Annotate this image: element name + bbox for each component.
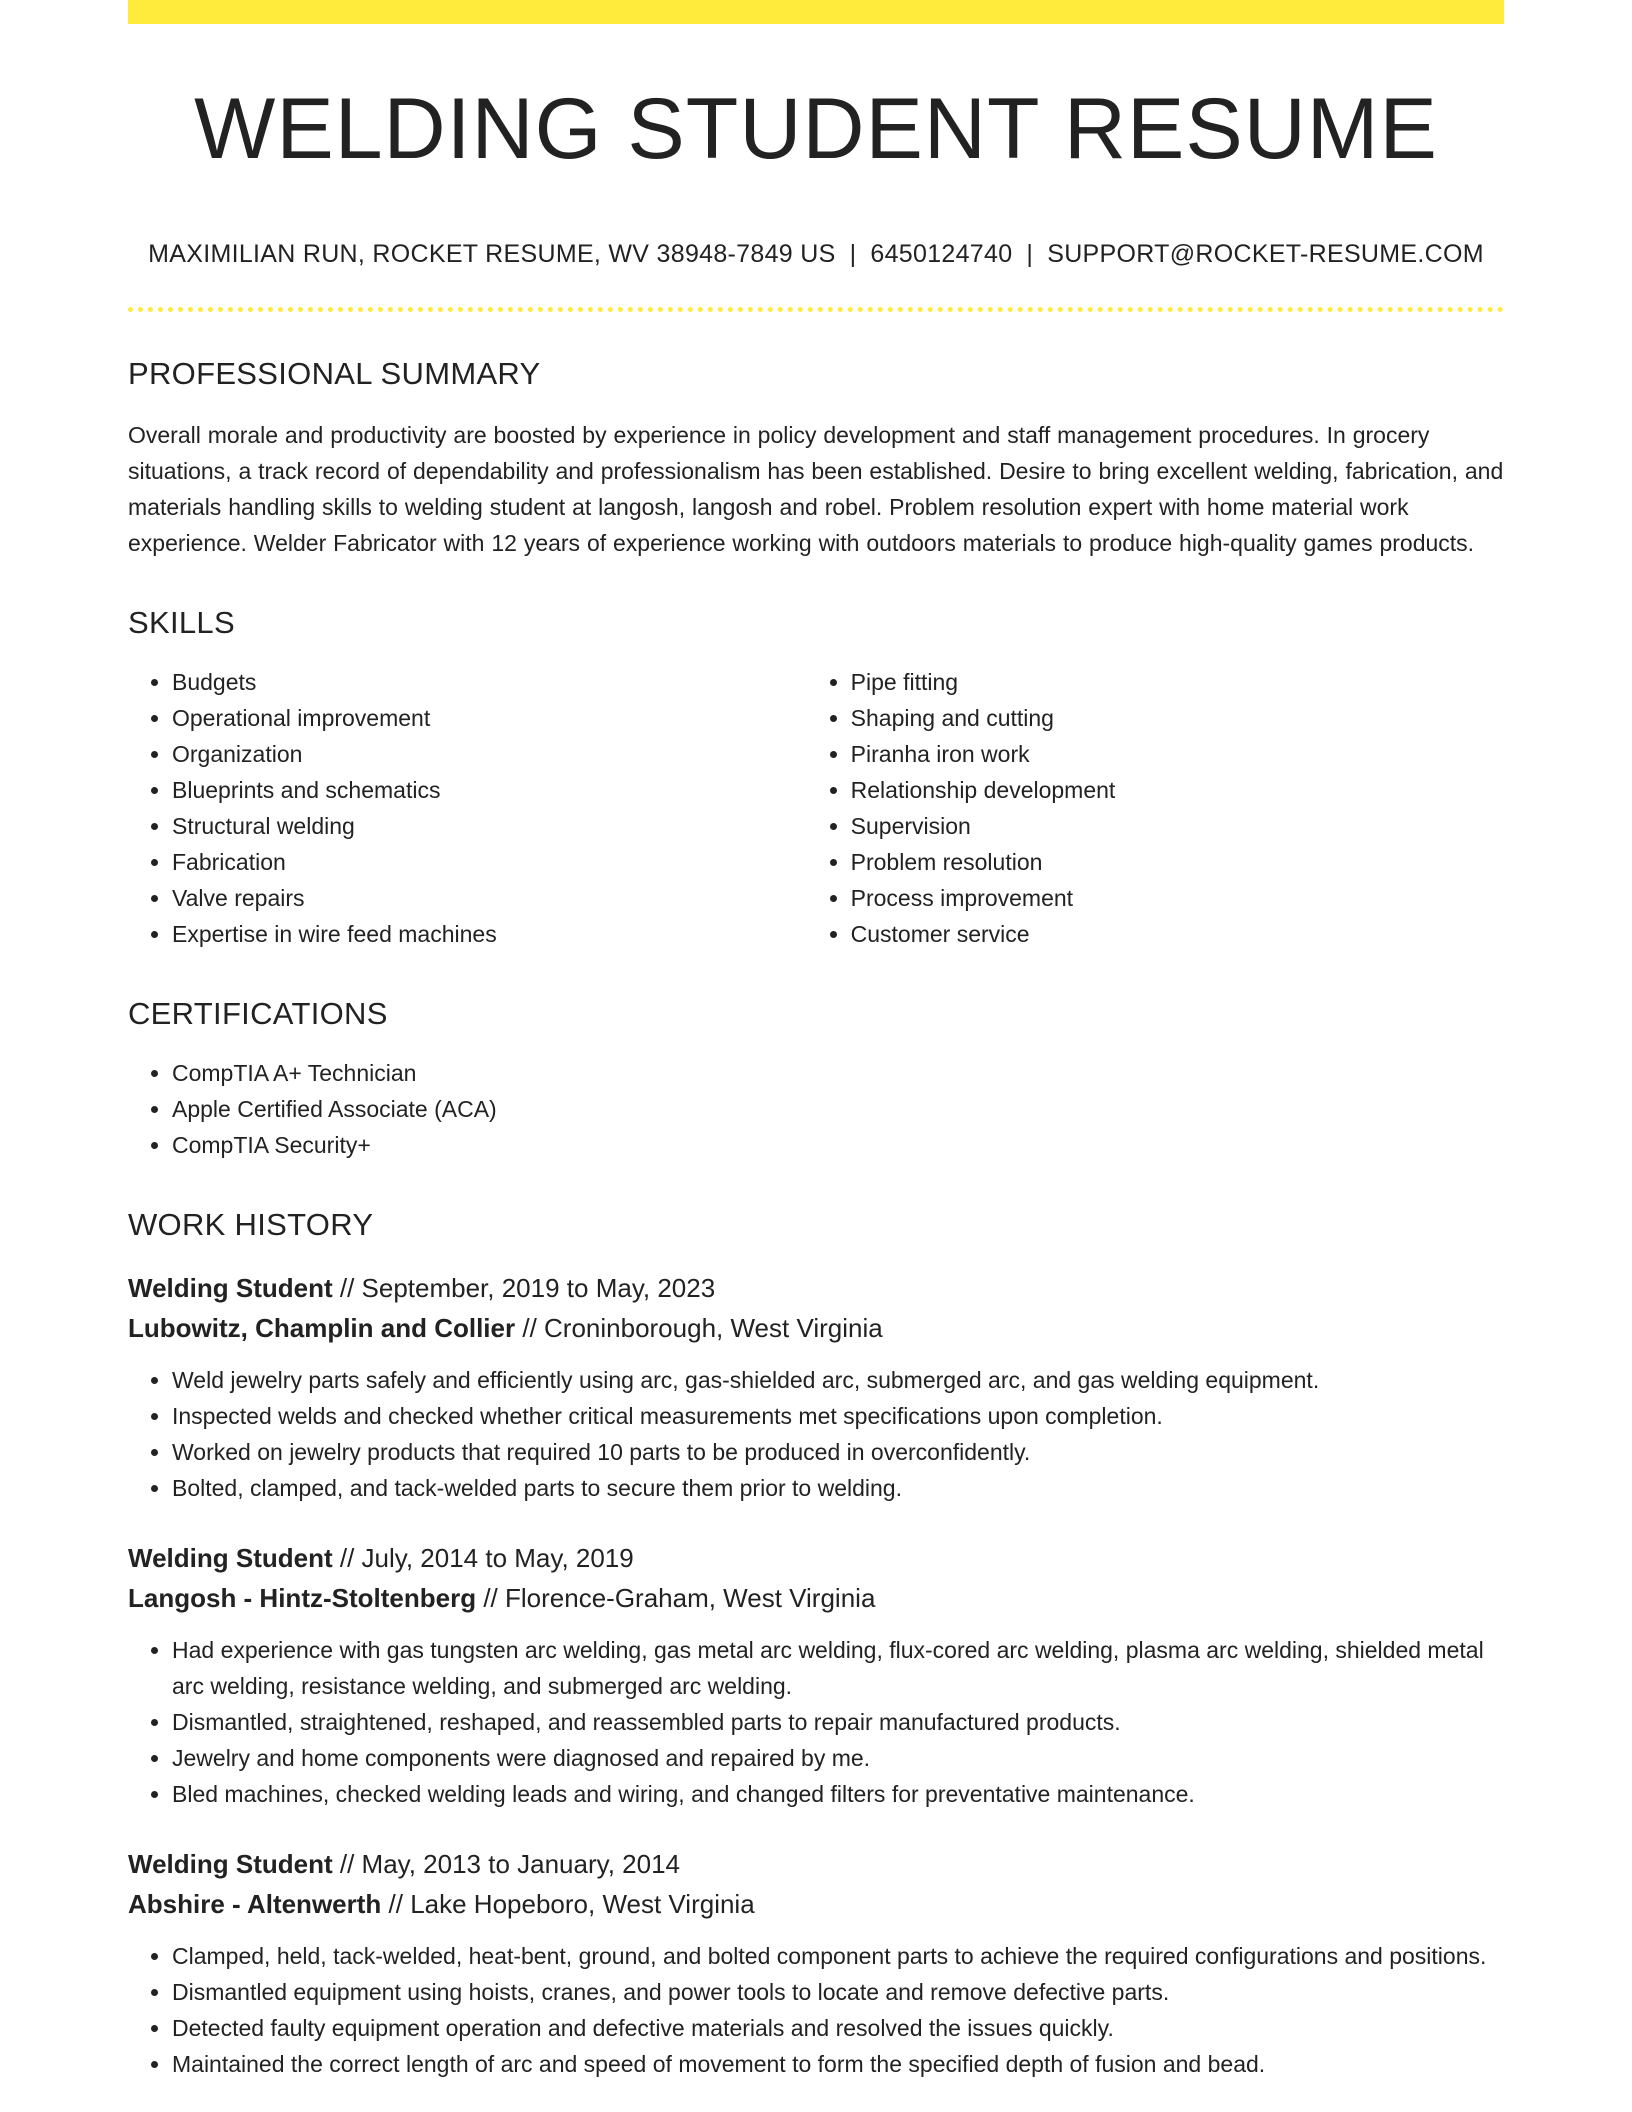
skill-item: • Problem resolution <box>851 844 1504 880</box>
certification-item: • Apple Certified Associate (ACA) <box>172 1091 1504 1127</box>
job-company-line <box>128 1884 1504 1924</box>
job-bullet: • Detected faulty equipment operation and defective materials and resolved the issues quickly. <box>172 2010 1504 2046</box>
job-title: Welding Student <box>128 1543 333 1573</box>
skill-item: • Fabrication <box>172 844 807 880</box>
certification-item: • CompTIA A+ Technician <box>172 1055 1504 1091</box>
job-title-line <box>128 1844 1504 1884</box>
job-bullet: • Inspected welds and checked whether critical measurements met specifications upon completion. <box>172 1398 1504 1434</box>
skill-item: • Budgets <box>172 664 807 700</box>
job-entry <box>128 1268 1504 1506</box>
job-dates: // September, 2019 to May, 2023 <box>339 1273 716 1303</box>
skills-column-right <box>807 664 1504 952</box>
certifications-list <box>128 1055 1504 1163</box>
contact-line <box>128 242 1504 267</box>
skill-item: • Process improvement <box>851 880 1504 916</box>
work-history-heading: WORK HISTORY <box>128 1207 374 1242</box>
summary-heading: PROFESSIONAL SUMMARY <box>128 356 541 391</box>
skills-heading: SKILLS <box>128 605 235 640</box>
skill-item: • Piranha iron work <box>851 736 1504 772</box>
job-bullet: • Dismantled equipment using hoists, cranes, and power tools to locate and remove defective parts. <box>172 1974 1504 2010</box>
job-bullets <box>128 1362 1504 1506</box>
job-bullet: • Had experience with gas tungsten arc welding, gas metal arc welding, flux-cored arc welding, plasma arc welding, shielded metal arc welding, resistance welding, and submerged arc welding. <box>172 1632 1504 1704</box>
job-bullet: • Bled machines, checked welding leads and wiring, and changed filters for preventative maintenance. <box>172 1776 1504 1812</box>
contact-address: MAXIMILIAN RUN, ROCKET RESUME, WV 38948-7849 US <box>148 240 836 268</box>
certifications-heading: CERTIFICATIONS <box>128 996 388 1031</box>
job-dates: // May, 2013 to January, 2014 <box>339 1849 680 1879</box>
job-location: // Croninborough, West Virginia <box>522 1313 883 1343</box>
job-title-line <box>128 1538 1504 1578</box>
job-location: // Florence-Graham, West Virginia <box>483 1583 876 1613</box>
job-bullets <box>128 1632 1504 1812</box>
resume-page <box>128 0 1504 2082</box>
certification-item: • CompTIA Security+ <box>172 1127 1504 1163</box>
job-title: Welding Student <box>128 1273 333 1303</box>
job-company: Lubowitz, Champlin and Collier <box>128 1313 516 1343</box>
job-company-line <box>128 1308 1504 1348</box>
contact-separator: | <box>849 240 857 268</box>
job-bullet: • Jewelry and home components were diagnosed and repaired by me. <box>172 1740 1504 1776</box>
skill-item: • Operational improvement <box>172 700 807 736</box>
resume-title: WELDING STUDENT RESUME <box>194 81 1438 177</box>
contact-phone: 6450124740 <box>870 240 1013 268</box>
skill-item: • Valve repairs <box>172 880 807 916</box>
skill-item: • Relationship development <box>851 772 1504 808</box>
skill-item: • Customer service <box>851 916 1504 952</box>
job-company: Abshire - Altenwerth <box>128 1889 382 1919</box>
job-bullet: • Clamped, held, tack-welded, heat-bent, ground, and bolted component parts to achieve the required configurations and positions. <box>172 1938 1504 1974</box>
job-title-line <box>128 1268 1504 1308</box>
job-location: // Lake Hopeboro, West Virginia <box>388 1889 755 1919</box>
skills-list <box>128 664 1504 952</box>
skill-item: • Blueprints and schematics <box>172 772 807 808</box>
skill-item: • Pipe fitting <box>851 664 1504 700</box>
job-bullet: • Weld jewelry parts safely and efficiently using arc, gas-shielded arc, submerged arc, and gas welding equipment. <box>172 1362 1504 1398</box>
job-company-line <box>128 1578 1504 1618</box>
skill-item: • Supervision <box>851 808 1504 844</box>
job-bullets <box>128 1938 1504 2082</box>
accent-top-bar <box>128 0 1504 24</box>
job-bullet: • Bolted, clamped, and tack-welded parts to secure them prior to welding. <box>172 1470 1504 1506</box>
skill-item: • Structural welding <box>172 808 807 844</box>
contact-separator: | <box>1026 240 1034 268</box>
work-history <box>128 1268 1504 2082</box>
job-dates: // July, 2014 to May, 2019 <box>339 1543 634 1573</box>
summary-text: Overall morale and productivity are boosted by experience in policy development and staff management procedures. In grocery situations, a track record of dependability and professionalism has been established. Desire to bring excellent welding, fabrication, and materials handling skills to welding student at langosh, langosh and robel. Problem resolution expert with home material work experience. Welder Fabricator with 12 years of experience working with outdoors materials to produce high-quality games products. <box>128 422 1504 556</box>
job-bullet: • Maintained the correct length of arc and speed of movement to form the specified depth of fusion and bead. <box>172 2046 1504 2082</box>
job-entry <box>128 1844 1504 2082</box>
job-entry <box>128 1538 1504 1812</box>
skill-item: • Expertise in wire feed machines <box>172 916 807 952</box>
skill-item: • Shaping and cutting <box>851 700 1504 736</box>
job-company: Langosh - Hintz-Stoltenberg <box>128 1583 477 1613</box>
dotted-divider <box>128 307 1504 312</box>
contact-email: SUPPORT@ROCKET-RESUME.COM <box>1047 240 1484 268</box>
job-title: Welding Student <box>128 1849 333 1879</box>
job-bullet: • Worked on jewelry products that required 10 parts to be produced in overconfidently. <box>172 1434 1504 1470</box>
skills-column-left <box>128 664 807 952</box>
job-bullet: • Dismantled, straightened, reshaped, and reassembled parts to repair manufactured products. <box>172 1704 1504 1740</box>
skill-item: • Organization <box>172 736 807 772</box>
